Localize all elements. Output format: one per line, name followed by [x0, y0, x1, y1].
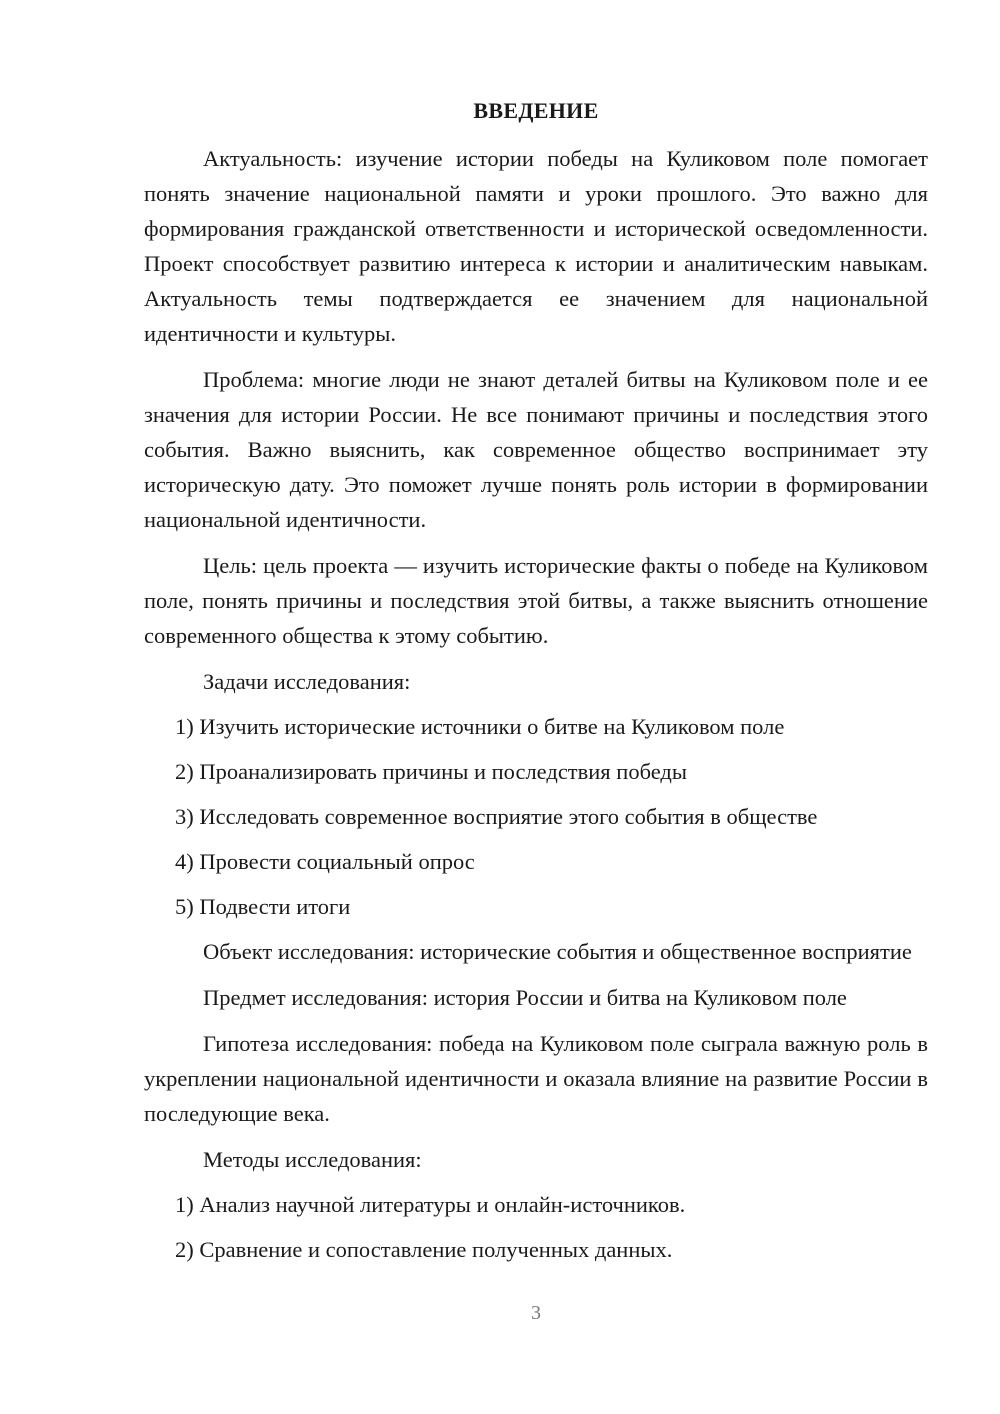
task-item: 2) Проанализировать причины и последствия победы [175, 759, 687, 784]
document-page [144, 0, 928, 1414]
methods-list [144, 1187, 928, 1267]
hypothesis-paragraph: Гипотеза исследования: победа на Куликовом поле сыграла важную роль в укреплении национальной идентичности и оказала влияние на развитие России в последующие века. [144, 1031, 928, 1126]
subject-paragraph: Предмет исследования: история России и битва на Куликовом поле [203, 985, 847, 1010]
task-item: 5) Подвести итоги [175, 894, 351, 919]
task-item: 1) Изучить исторические источники о битве на Куликовом поле [175, 714, 785, 739]
goal-paragraph: Цель: цель проекта — изучить исторические факты о победе на Куликовом поле, понять причины и последствия этой битвы, а также выяснить отношение современного общества к этому событию. [144, 553, 928, 648]
task-item: 4) Провести социальный опрос [175, 849, 475, 874]
page-number: 3 [531, 1302, 541, 1324]
method-item: 2) Сравнение и сопоставление полученных данных. [175, 1237, 673, 1262]
method-item: 1) Анализ научной литературы и онлайн-источников. [175, 1192, 686, 1217]
methods-label: Методы исследования: [203, 1147, 422, 1172]
relevance-paragraph: Актуальность: изучение истории победы на Куликовом поле помогает понять значение национальной памяти и уроки прошлого. Это важно для формирования гражданской ответственности и исторической осведомленности. Проект способствует развитию интереса к истории и аналитическим навыкам. Актуальность темы подтверждается ее значением для национальной идентичности и культуры. [144, 146, 928, 346]
object-paragraph: Объект исследования: исторические события и общественное восприятие [203, 939, 912, 964]
task-item: 3) Исследовать современное восприятие этого события в обществе [175, 804, 818, 829]
page-body [144, 141, 928, 1277]
tasks-label: Задачи исследования: [203, 669, 411, 694]
problem-paragraph: Проблема: многие люди не знают деталей битвы на Куликовом поле и ее значения для истории России. Не все понимают причины и последствия этого события. Важно выяснить, как современное общество воспринимает эту историческую дату. Это поможет лучше понять роль истории в формировании национальной идентичности. [144, 367, 928, 532]
tasks-list [144, 709, 928, 924]
section-heading: ВВЕДЕНИЕ [473, 98, 599, 123]
